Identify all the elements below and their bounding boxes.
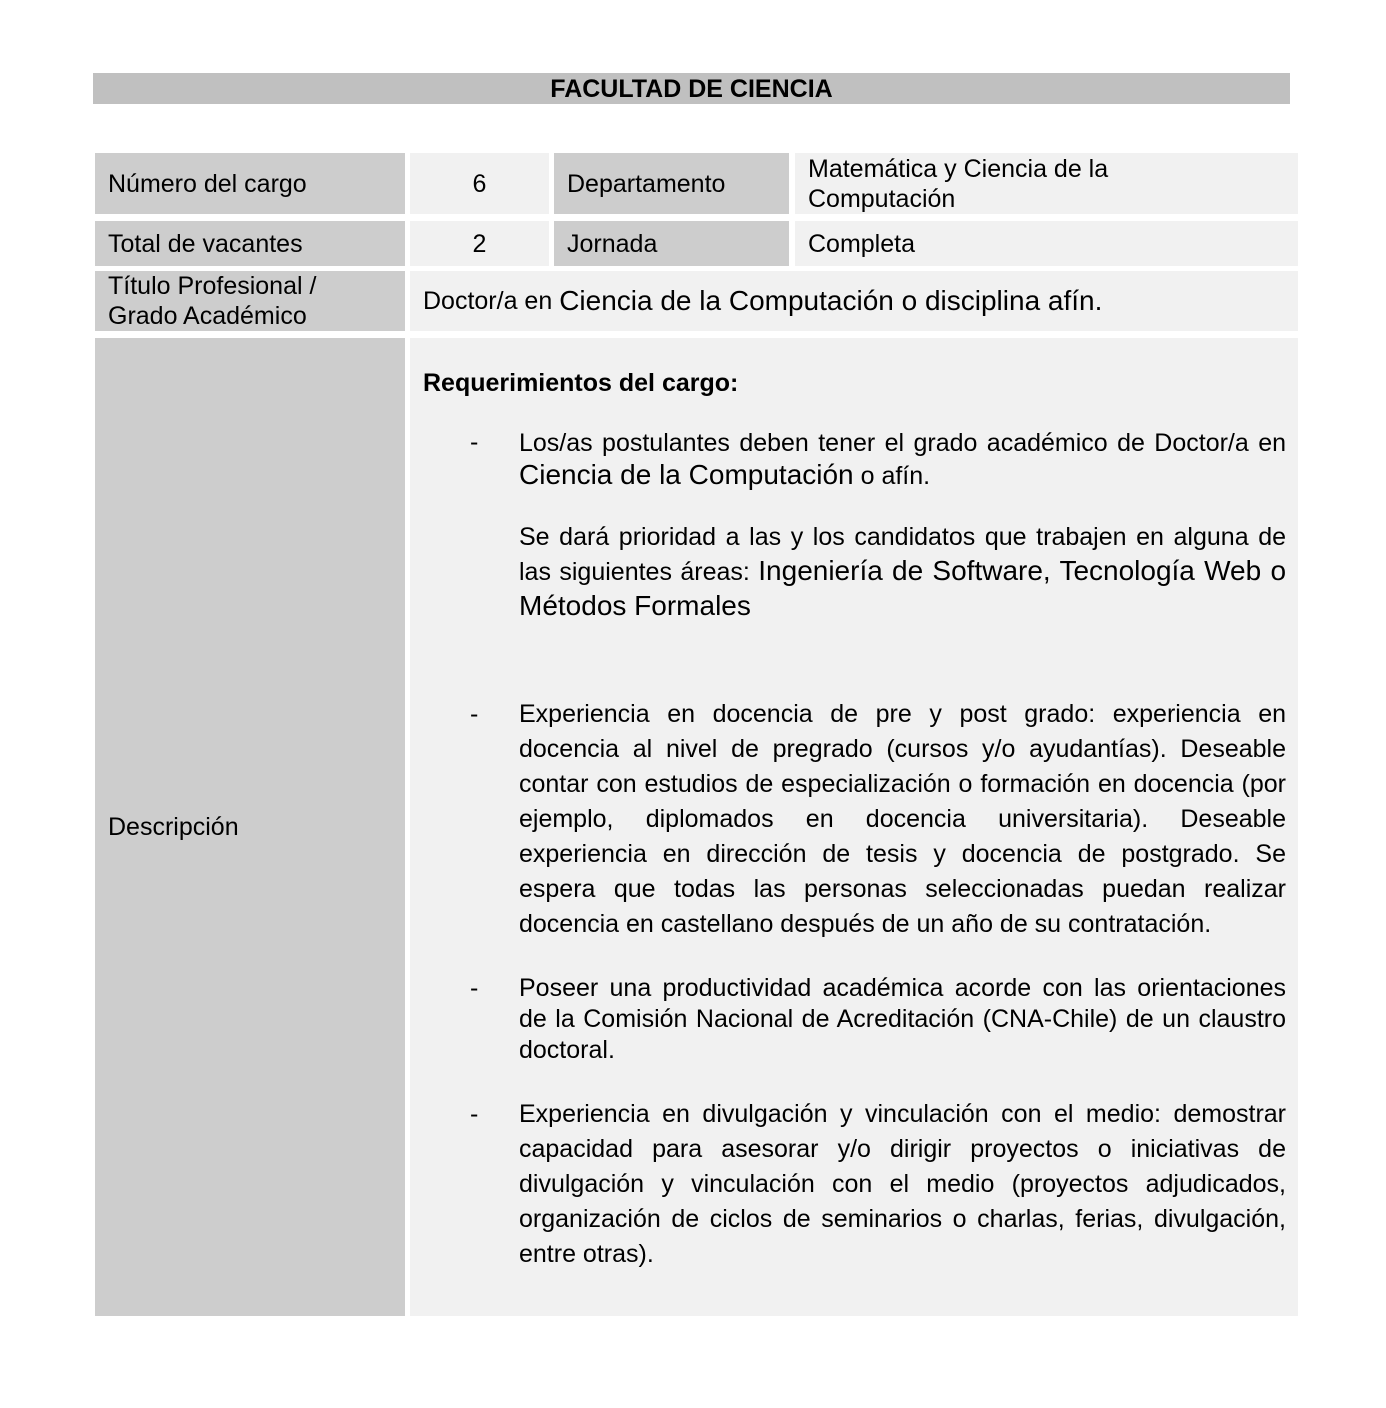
- vacantes-value-text: 2: [472, 229, 487, 258]
- descripcion-label: [95, 338, 405, 1316]
- descripcion-content: [410, 338, 1298, 1316]
- titulo-label: [95, 271, 405, 331]
- departamento-value: [795, 153, 1298, 214]
- jornada-label-text: Jornada: [567, 229, 658, 258]
- teaching-experience: Experiencia en docencia de pre y post grado: experiencia en docencia al nivel de pregrado (cursos y/o ayudantías). Deseable contar con estudios de especialización o formación en docencia (por ejemplo, diplomados en docencia universitaria). Deseable experiencia en dirección de tesis y docencia de postgrado. Se espera que todas las personas seleccionadas puedan realizar docencia en castellano después de un año de su contratación.: [519, 700, 1286, 938]
- requirement-degree: [519, 427, 1286, 492]
- requirement-item: [423, 973, 1286, 1066]
- vacantes-label: [95, 221, 405, 266]
- priority-areas: [519, 521, 1286, 624]
- degree-field: Ciencia de la Computación: [519, 459, 854, 490]
- priority-text: Se dará prioridad a las y los candidatos que trabajen en alguna de las siguientes áreas:: [519, 523, 1286, 586]
- bullet-dash: -: [470, 974, 479, 1002]
- departamento-label-text: Departamento: [567, 169, 726, 198]
- degree-line: Los/as postulantes deben tener el grado académico de Doctor/a: [519, 429, 1249, 457]
- academic-productivity: Poseer una productividad académica acorde con las orientaciones de la Comisión Nacional de Acreditación (CNA-Chile) de un claustro doctoral.: [519, 974, 1286, 1064]
- jornada-value-text: Completa: [808, 229, 915, 258]
- vacantes-label-text: Total de vacantes: [108, 229, 303, 258]
- outreach-experience: Experiencia en divulgación y vinculación con el medio: demostrar capacidad para asesorar y/o dirigir proyectos o iniciativas de divulgación y vinculación con el medio (proyectos adjudicados, organización de ciclos de seminarios o charlas, ferias, divulgación, entre otras).: [519, 1100, 1286, 1268]
- numero-cargo-value: [410, 153, 549, 214]
- jornada-value: [795, 221, 1298, 266]
- requirement-item: [423, 697, 1286, 942]
- numero-cargo-value-text: 6: [472, 169, 487, 198]
- titulo-label-line1: Título Profesional /: [108, 272, 317, 300]
- requirements-heading: Requerimientos del cargo:: [423, 369, 739, 397]
- titulo-label-line2: Grado Académico: [108, 302, 307, 330]
- bullet-dash: -: [470, 700, 479, 728]
- titulo-value-prefix: Doctor/a en: [423, 287, 553, 315]
- faculty-header: FACULTAD DE CIENCIA: [93, 73, 1290, 104]
- degree-tail: o afín.: [860, 462, 931, 490]
- descripcion-label-text: Descripción: [108, 813, 239, 841]
- priority-areas-list: Ingeniería de Software, Tecnología Web o Métodos Formales: [519, 555, 1287, 621]
- departamento-value-text: Matemática y Ciencia de la Computación: [808, 154, 1109, 213]
- requirement-item: [423, 1097, 1286, 1272]
- vacantes-value: [410, 221, 549, 266]
- departamento-label: [554, 153, 789, 214]
- bullet-dash: -: [470, 1100, 479, 1128]
- numero-cargo-label-text: Número del cargo: [108, 169, 307, 198]
- jornada-label: [554, 221, 789, 266]
- bullet-dash: -: [470, 428, 479, 456]
- titulo-value: [410, 271, 1298, 331]
- requirement-item: [423, 427, 1286, 624]
- titulo-value-main: Ciencia de la Computación o disciplina afín.: [559, 285, 1103, 316]
- numero-cargo-label: [95, 153, 405, 214]
- degree-en: en: [1258, 429, 1286, 457]
